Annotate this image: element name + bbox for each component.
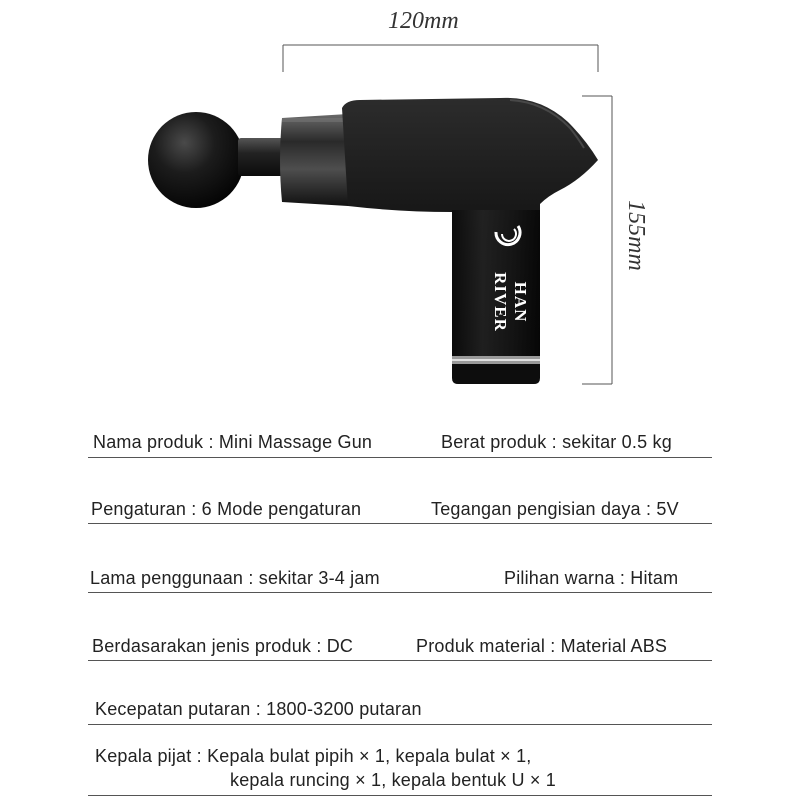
height-dimension-label: 155mm [622, 200, 649, 271]
collar [280, 114, 348, 206]
spec-jenis-produk: Berdasarakan jenis produk : DC [92, 636, 354, 656]
spec-kecepatan: Kecepatan putaran : 1800-3200 putaran [95, 699, 422, 719]
spec-berat-produk: Berat produk : sekitar 0.5 kg [441, 432, 672, 452]
brand-label: HAN RIVER [491, 272, 530, 332]
spec-kepala-pijat: Kepala pijat : Kepala bulat pipih × 1, kepala bulat × 1, [95, 746, 532, 766]
handle-base [452, 364, 540, 384]
massage-ball-head [148, 112, 244, 208]
spec-material: Produk material : Material ABS [416, 636, 668, 656]
spec-pilihan-warna: Pilihan warna : Hitam [504, 568, 679, 588]
spec-nama-produk: Nama produk : Mini Massage Gun [93, 432, 373, 452]
width-dimension-label: 120mm [388, 8, 459, 34]
divider [88, 660, 712, 661]
divider [88, 795, 712, 796]
spec-pengaturan: Pengaturan : 6 Mode pengaturan [91, 499, 362, 519]
spec-tegangan: Tegangan pengisian daya : 5V [431, 499, 679, 519]
divider [88, 592, 712, 593]
spec-kepala-pijat-cont: kepala runcing × 1, kepala bentuk U × 1 [230, 770, 557, 790]
shaft [238, 138, 286, 176]
divider [88, 523, 712, 524]
divider [88, 724, 712, 725]
divider [88, 457, 712, 458]
spec-lama-penggunaan: Lama penggunaan : sekitar 3-4 jam [90, 568, 380, 588]
